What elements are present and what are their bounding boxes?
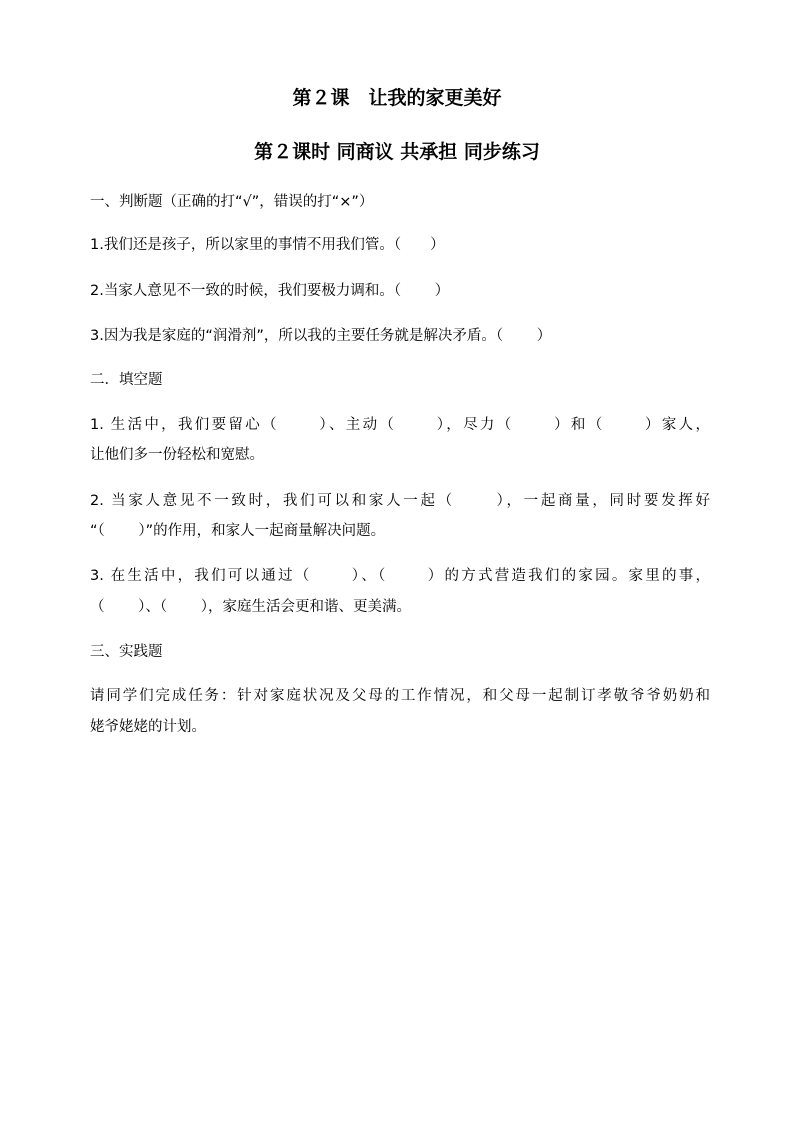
section-heading-judgment: 一、判断题（正确的打“√”，错误的打“×”） bbox=[90, 194, 374, 210]
fill-blank-item-3-line-1: 3. 在生活中，我们可以通过（ ）、（ ）的方式营造我们的家园。家里的事， bbox=[90, 568, 710, 584]
practice-task-line-1: 请同学们完成任务：针对家庭状况及父母的工作情况，和父母一起制订孝敬爷爷奶奶和 bbox=[90, 688, 710, 704]
section-heading-fill-blank: 二．填空题 bbox=[90, 372, 163, 388]
fill-blank-item-2-line-1: 2. 当家人意见不一致时，我们可以和家人一起（ ），一起商量，同时要发挥好 bbox=[90, 493, 710, 509]
practice-task-line-2: 姥爷姥姥的计划。 bbox=[90, 719, 206, 735]
page-title: 第２课 让我的家更美好 bbox=[292, 87, 502, 109]
page-subtitle: 第２课时 同商议 共承担 同步练习 bbox=[254, 141, 540, 163]
judgment-item-1: 1.我们还是孩子，所以家里的事情不用我们管。（ ） bbox=[90, 237, 445, 253]
fill-blank-item-1-line-1: 1. 生活中，我们要留心（ ）、主动（ ），尽力（ ）和（ ）家人， bbox=[90, 417, 710, 433]
section-heading-practice: 三、实践题 bbox=[90, 644, 163, 660]
judgment-item-2: 2.当家人意见不一致的时候，我们要极力调和。（ ） bbox=[90, 283, 450, 299]
fill-blank-item-1-line-2: 让他们多一份轻松和宽慰。 bbox=[90, 447, 264, 463]
fill-blank-item-2-line-2: “（ ）”的作用，和家人一起商量解决问题。 bbox=[90, 523, 386, 539]
judgment-item-3: 3.因为我是家庭的“润滑剂”，所以我的主要任务就是解决矛盾。（ ） bbox=[90, 328, 552, 344]
fill-blank-item-3-line-2: （ ）、（ ），家庭生活会更和谐、更美满。 bbox=[90, 599, 411, 615]
